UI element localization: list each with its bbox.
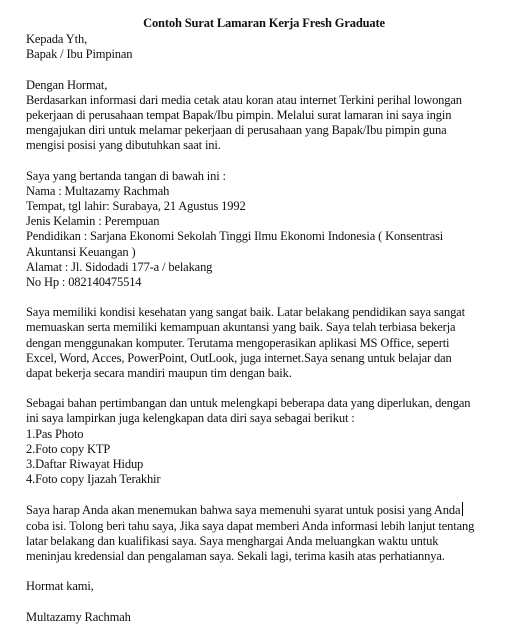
identity-intro: Saya yang bertanda tangan di bawah ini :	[26, 168, 226, 183]
closing-line-with-cursor	[26, 502, 510, 518]
blank-line	[26, 487, 510, 502]
recipient-block	[26, 32, 510, 62]
closing-block	[26, 502, 510, 564]
signature-name: Multazamy Rachmah	[26, 609, 131, 624]
identity-name: Nama : Multazamy Rachmah	[26, 183, 170, 198]
identity-education: Pendidikan : Sarjana Ekonomi Sekolah Tinggi Ilmu Ekonomi Indonesia ( Konsentrasi	[26, 229, 444, 244]
letter-title: Contoh Surat Lamaran Kerja Fresh Graduate	[143, 16, 385, 30]
blank-line	[26, 564, 510, 579]
text-cursor	[462, 502, 463, 516]
attachment-item: 4.Foto copy Ijazah Terakhir	[26, 472, 161, 487]
intro-block	[26, 78, 510, 154]
identity-gender: Jenis Kelamin : Perempuan	[26, 214, 160, 229]
identity-block	[26, 169, 510, 291]
condition-line: Excel, Word, Acces, PowerPoint, OutLook, juga internet.Saya senang untuk belajar dan	[26, 350, 452, 365]
salutation: Dengan Hormat,	[26, 77, 108, 92]
closing-line: Saya harap Anda akan menemukan bahwa saya memenuhi syarat untuk posisi yang Anda	[26, 503, 461, 518]
blank-line	[26, 63, 510, 78]
blank-line	[26, 154, 510, 169]
intro-line: mengajukan diri untuk melamar pekerjaan di perusahaan yang Bapak/Ibu pimpin guna	[26, 123, 447, 138]
condition-block	[26, 305, 510, 381]
condition-line: dapat bekerja secara mandiri maupun tim dengan baik.	[26, 366, 292, 381]
identity-address: Alamat : Jl. Sidodadi 177-a / belakang	[26, 259, 213, 274]
attachment-item: 2.Foto copy KTP	[26, 441, 111, 456]
attachment-item: 1.Pas Photo	[26, 426, 84, 441]
identity-education-cont: Akuntansi Keuangan )	[26, 244, 136, 259]
closing-line: latar belakang dan kualifikasi saya. Saya menghargai Anda meluangkan waktu untuk	[26, 533, 439, 548]
condition-line: dengan menggunakan komputer. Terutama mengoperasikan aplikasi MS Office, seperti	[26, 335, 450, 350]
recipient-line: Kepada Yth,	[26, 32, 88, 47]
blank-line	[26, 290, 510, 305]
condition-line: Saya memiliki kondisi kesehatan yang sangat baik. Latar belakang pendidikan saya sangat	[26, 305, 465, 320]
regards: Hormat kami,	[26, 579, 94, 594]
blank-line	[26, 595, 510, 610]
attachments-block	[26, 396, 510, 487]
signature-block	[26, 610, 510, 625]
recipient-line: Bapak / Ibu Pimpinan	[26, 47, 133, 62]
condition-line: memuaskan serta memiliki kemampuan akuntansi yang baik. Saya telah terbiasa bekerja	[26, 320, 456, 335]
intro-line: Berdasarkan informasi dari media cetak atau koran atau internet Terkini perihal lowongan	[26, 92, 462, 107]
blank-line	[26, 381, 510, 396]
identity-birth: Tempat, tgl lahir: Surabaya, 21 Agustus 1992	[26, 199, 246, 214]
intro-line: mengisi posisi yang dibutuhkan saat ini.	[26, 138, 221, 153]
attachments-intro-line: ini saya lampirkan juga kelengkapan data diri saya sebagai berikut :	[26, 411, 355, 426]
closing-line: meninjau kredensial dan pengalaman saya. Sekali lagi, terima kasih atas perhatiannya.	[26, 549, 445, 564]
identity-phone: No Hp : 082140475514	[26, 275, 142, 290]
attachments-intro-line: Sebagai bahan pertimbangan dan untuk melengkapi beberapa data yang diperlukan, dengan	[26, 396, 471, 411]
intro-line: pekerjaan di perusahaan tempat Bapak/Ibu pimpin. Melalui surat lamaran ini saya ingin	[26, 108, 452, 123]
regards-block	[26, 579, 510, 594]
attachment-item: 3.Daftar Riwayat Hidup	[26, 457, 144, 472]
closing-line: coba isi. Tolong beri tahu saya, Jika saya dapat memberi Anda informasi lebih lanjut tentang	[26, 518, 475, 533]
